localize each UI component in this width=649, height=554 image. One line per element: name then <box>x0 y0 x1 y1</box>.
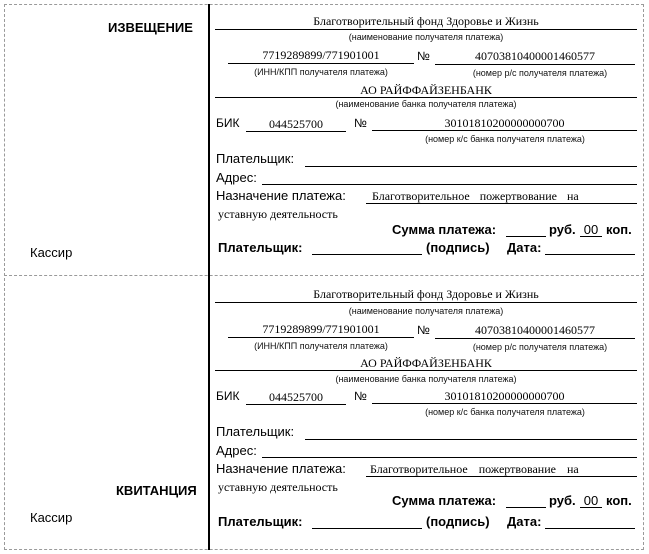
payer-line[interactable] <box>305 439 637 440</box>
account-caption: (номер р/с получателя платежа) <box>472 342 608 352</box>
signature-line[interactable] <box>312 528 422 529</box>
account-caption: (номер р/с получателя платежа) <box>472 68 608 78</box>
signature-caption: (подпись) <box>426 240 490 255</box>
kop-underline <box>580 236 602 237</box>
number-sign: № <box>417 323 430 337</box>
payer-label: Плательщик: <box>216 151 295 166</box>
purpose-label: Назначение платежа: <box>216 188 346 203</box>
date-label: Дата: <box>507 514 542 529</box>
purpose-text-line1: Благотворительное пожертвование на <box>372 189 579 203</box>
signature-payer-label: Плательщик: <box>218 240 303 255</box>
cashier-label: Кассир <box>30 510 73 525</box>
recipient-underline <box>215 29 637 30</box>
date-line[interactable] <box>545 528 635 529</box>
inn-kpp-value: 7719289899/771901001 <box>262 322 380 336</box>
notice-title: ИЗВЕЩЕНИЕ <box>108 20 193 35</box>
kop-underline <box>580 507 602 508</box>
account-value: 40703810400001460577 <box>475 49 595 63</box>
number-sign: № <box>417 49 430 63</box>
notice-section <box>0 0 649 272</box>
bik-underline <box>246 404 346 405</box>
recipient-name: Благотворительный фонд Здоровье и Жизнь <box>313 14 539 28</box>
purpose-underline1 <box>366 476 637 477</box>
address-line[interactable] <box>262 184 637 185</box>
bank-caption: (наименование банка получателя платежа) <box>335 99 517 109</box>
payer-line[interactable] <box>305 166 637 167</box>
kop-label: коп. <box>606 493 632 508</box>
rub-label: руб. <box>549 222 576 237</box>
recipient-caption: (наименование получателя платежа) <box>348 32 504 42</box>
purpose-text-line2: уставную деятельность <box>218 480 338 494</box>
corr-caption: (номер к/с банка получателя платежа) <box>425 407 585 417</box>
date-line[interactable] <box>545 254 635 255</box>
bank-name: АО РАЙФФАЙЗЕНБАНК <box>360 83 492 97</box>
purpose-text-line1: Благотворительное пожертвование на <box>370 462 579 476</box>
cashier-label: Кассир <box>30 245 73 260</box>
sum-rub-line[interactable] <box>506 236 546 237</box>
signature-payer-label: Плательщик: <box>218 514 303 529</box>
bik-value: 044525700 <box>269 117 323 131</box>
account-underline <box>435 338 635 339</box>
sum-label: Сумма платежа: <box>392 493 497 508</box>
bik-value: 044525700 <box>269 390 323 404</box>
address-label: Адрес: <box>216 443 257 458</box>
rub-label: руб. <box>549 493 576 508</box>
bik-underline <box>246 131 346 132</box>
inn-caption: (ИНН/КПП получателя платежа) <box>254 67 388 77</box>
recipient-caption: (наименование получателя платежа) <box>348 306 504 316</box>
corr-account-value: 30101810200000000700 <box>444 389 565 403</box>
sum-rub-line[interactable] <box>506 507 546 508</box>
inn-underline <box>228 337 414 338</box>
corr-underline <box>372 403 637 404</box>
bank-underline <box>215 97 637 98</box>
receipt-title: КВИТАНЦИЯ <box>116 483 197 498</box>
purpose-underline1 <box>366 203 637 204</box>
account-value: 40703810400001460577 <box>475 323 595 337</box>
signature-caption: (подпись) <box>426 514 490 529</box>
inn-kpp-value: 7719289899/771901001 <box>262 48 380 62</box>
purpose-text-line2: уставную деятельность <box>218 207 338 221</box>
date-label: Дата: <box>507 240 542 255</box>
signature-line[interactable] <box>312 254 422 255</box>
payer-label: Плательщик: <box>216 424 295 439</box>
kop-value: 00 <box>583 222 599 237</box>
sum-label: Сумма платежа: <box>392 222 497 237</box>
corr-account-value: 30101810200000000700 <box>444 116 565 130</box>
bank-caption: (наименование банка получателя платежа) <box>335 374 517 384</box>
receipt-section <box>0 276 649 548</box>
bik-label: БИК <box>216 389 240 403</box>
recipient-name: Благотворительный фонд Здоровье и Жизнь <box>313 287 539 301</box>
corr-number-sign: № <box>354 389 367 403</box>
purpose-label: Назначение платежа: <box>216 461 346 476</box>
address-label: Адрес: <box>216 170 257 185</box>
account-underline <box>435 64 635 65</box>
kop-label: коп. <box>606 222 632 237</box>
inn-caption: (ИНН/КПП получателя платежа) <box>254 341 388 351</box>
inn-underline <box>228 63 414 64</box>
corr-underline <box>372 130 637 131</box>
bik-label: БИК <box>216 116 240 130</box>
bank-name: АО РАЙФФАЙЗЕНБАНК <box>360 356 492 370</box>
corr-number-sign: № <box>354 116 367 130</box>
kop-value: 00 <box>583 493 599 508</box>
bank-underline <box>215 370 637 371</box>
recipient-underline <box>215 302 637 303</box>
address-line[interactable] <box>262 457 637 458</box>
corr-caption: (номер к/с банка получателя платежа) <box>425 134 585 144</box>
